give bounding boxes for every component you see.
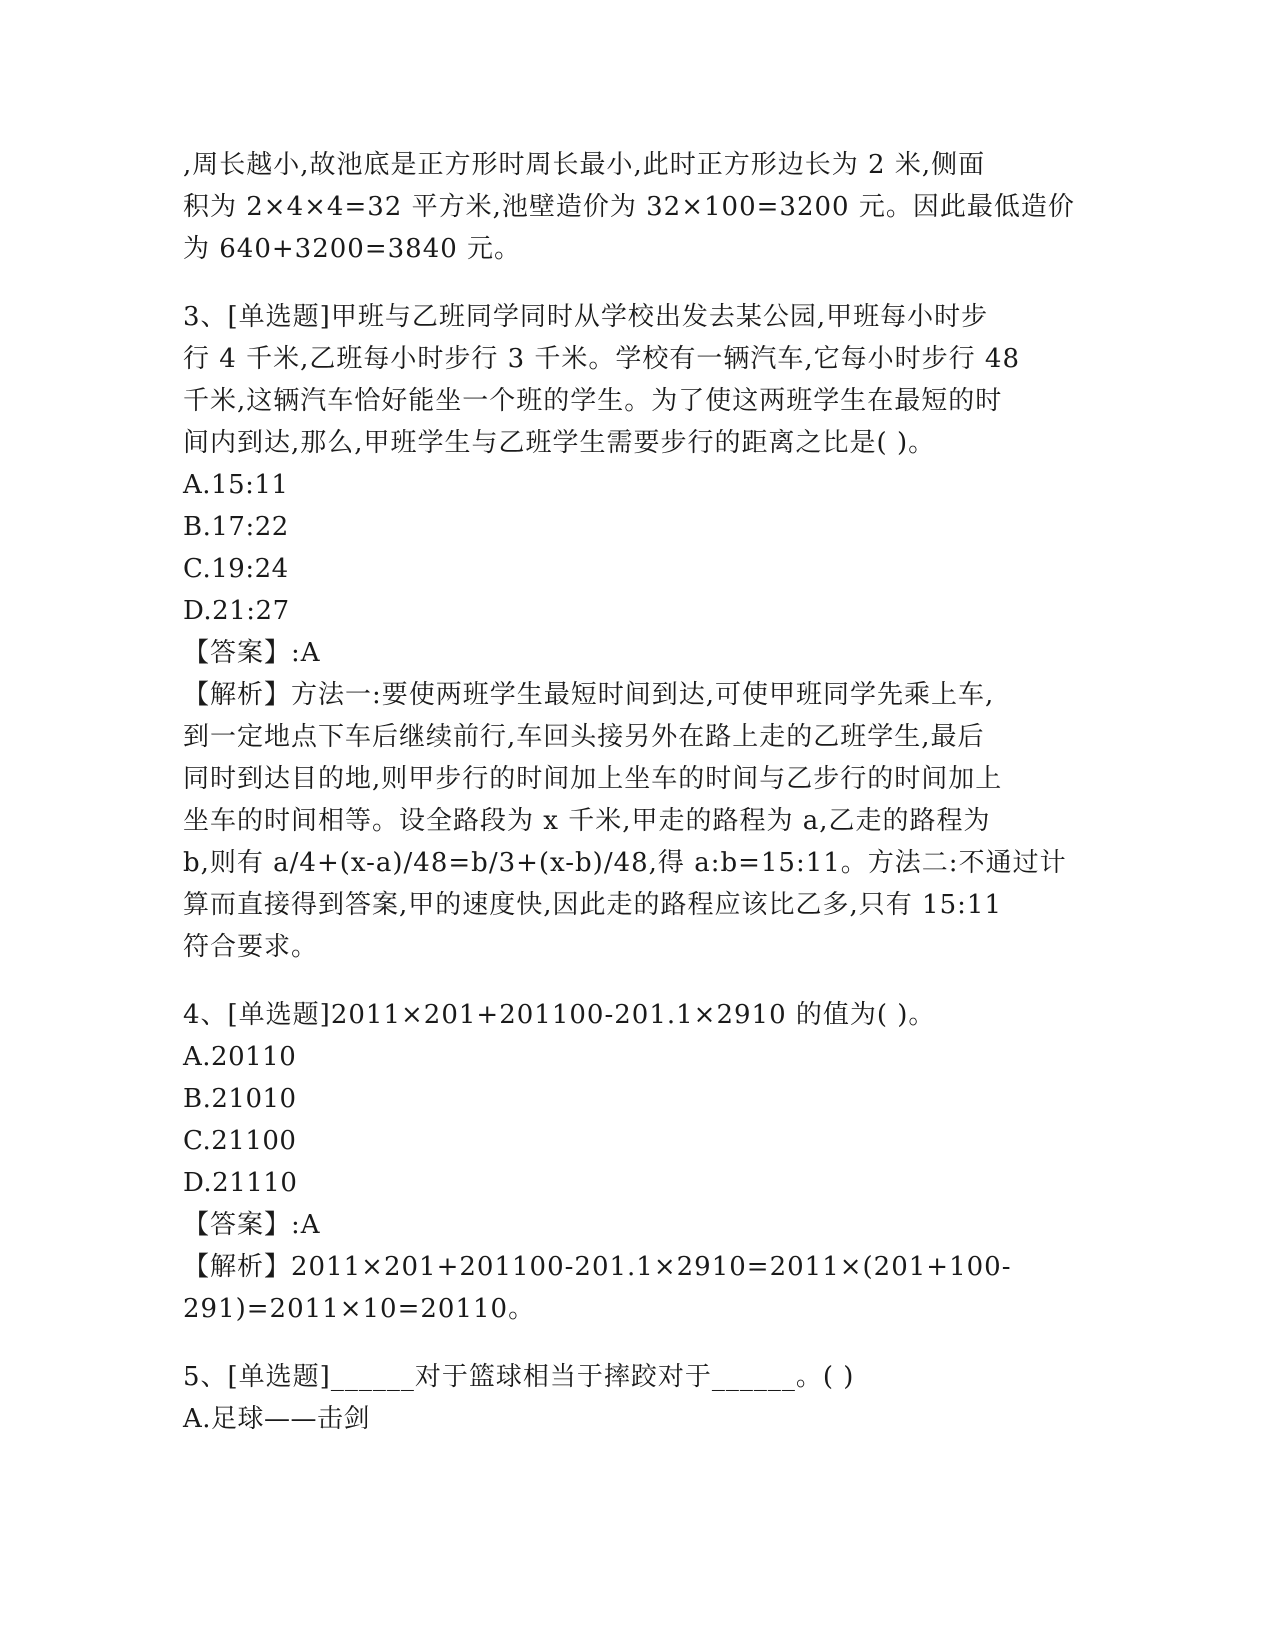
- analysis-line: 到一定地点下车后继续前行,车回头接另外在路上走的乙班学生,最后: [183, 722, 985, 752]
- answer-line: 【答案】:A: [183, 1210, 321, 1240]
- analysis-line: 符合要求。: [183, 932, 319, 962]
- option-c: C.21100: [183, 1126, 297, 1156]
- question-stem-line: 行 4 千米,乙班每小时步行 3 千米。学校有一辆汽车,它每小时步行 48: [183, 344, 1021, 374]
- spacer: [183, 968, 1083, 994]
- analysis-line: 算而直接得到答案,甲的速度快,因此走的路程应该比乙多,只有 15:11: [183, 890, 1002, 920]
- analysis-line: 【解析】2011×201+201100-201.1×2910=2011×(201+100-: [183, 1252, 1012, 1282]
- question-5: [183, 1356, 1083, 1440]
- option-b: B.21010: [183, 1084, 297, 1114]
- question-stem-line: 3、[单选题]甲班与乙班同学同时从学校出发去某公园,甲班每小时步: [183, 302, 989, 332]
- option-a: A.足球——击剑: [183, 1404, 371, 1434]
- question-4: [183, 994, 1083, 1330]
- option-b: B.17:22: [183, 512, 289, 542]
- option-c: C.19:24: [183, 554, 289, 584]
- question-stem-line: 4、[单选题]2011×201+201100-201.1×2910 的值为( )。: [183, 1000, 936, 1030]
- spacer: [183, 270, 1083, 296]
- previous-question-analysis-tail: [183, 144, 1083, 270]
- question-stem-line: 间内到达,那么,甲班学生与乙班学生需要步行的距离之比是( )。: [183, 428, 936, 458]
- spacer: [183, 1330, 1083, 1356]
- analysis-line: 291)=2011×10=20110。: [183, 1294, 536, 1324]
- analysis-line: b,则有 a/4+(x-a)/48=b/3+(x-b)/48,得 a:b=15:11。方法二:不通过计: [183, 848, 1067, 878]
- question-stem-line: 5、[单选题]______对于篮球相当于摔跤对于______。( ): [183, 1362, 855, 1392]
- text-line: 为 640+3200=3840 元。: [183, 234, 522, 264]
- answer-line: 【答案】:A: [183, 638, 321, 668]
- text-line: ,周长越小,故池底是正方形时周长最小,此时正方形边长为 2 米,侧面: [183, 150, 986, 180]
- option-a: A.15:11: [183, 470, 289, 500]
- analysis-line: 【解析】方法一:要使两班学生最短时间到达,可使甲班同学先乘上车,: [183, 680, 995, 710]
- analysis-line: 同时到达目的地,则甲步行的时间加上坐车的时间与乙步行的时间加上: [183, 764, 1003, 794]
- option-d: D.21:27: [183, 596, 290, 626]
- question-stem-line: 千米,这辆汽车恰好能坐一个班的学生。为了使这两班学生在最短的时: [183, 386, 1003, 416]
- text-line: 积为 2×4×4=32 平方米,池壁造价为 32×100=3200 元。因此最低造价: [183, 192, 1075, 222]
- option-a: A.20110: [183, 1042, 297, 1072]
- document-page: [183, 144, 1083, 1440]
- analysis-line: 坐车的时间相等。设全路段为 x 千米,甲走的路程为 a,乙走的路程为: [183, 806, 991, 836]
- question-3: [183, 296, 1083, 968]
- option-d: D.21110: [183, 1168, 298, 1198]
